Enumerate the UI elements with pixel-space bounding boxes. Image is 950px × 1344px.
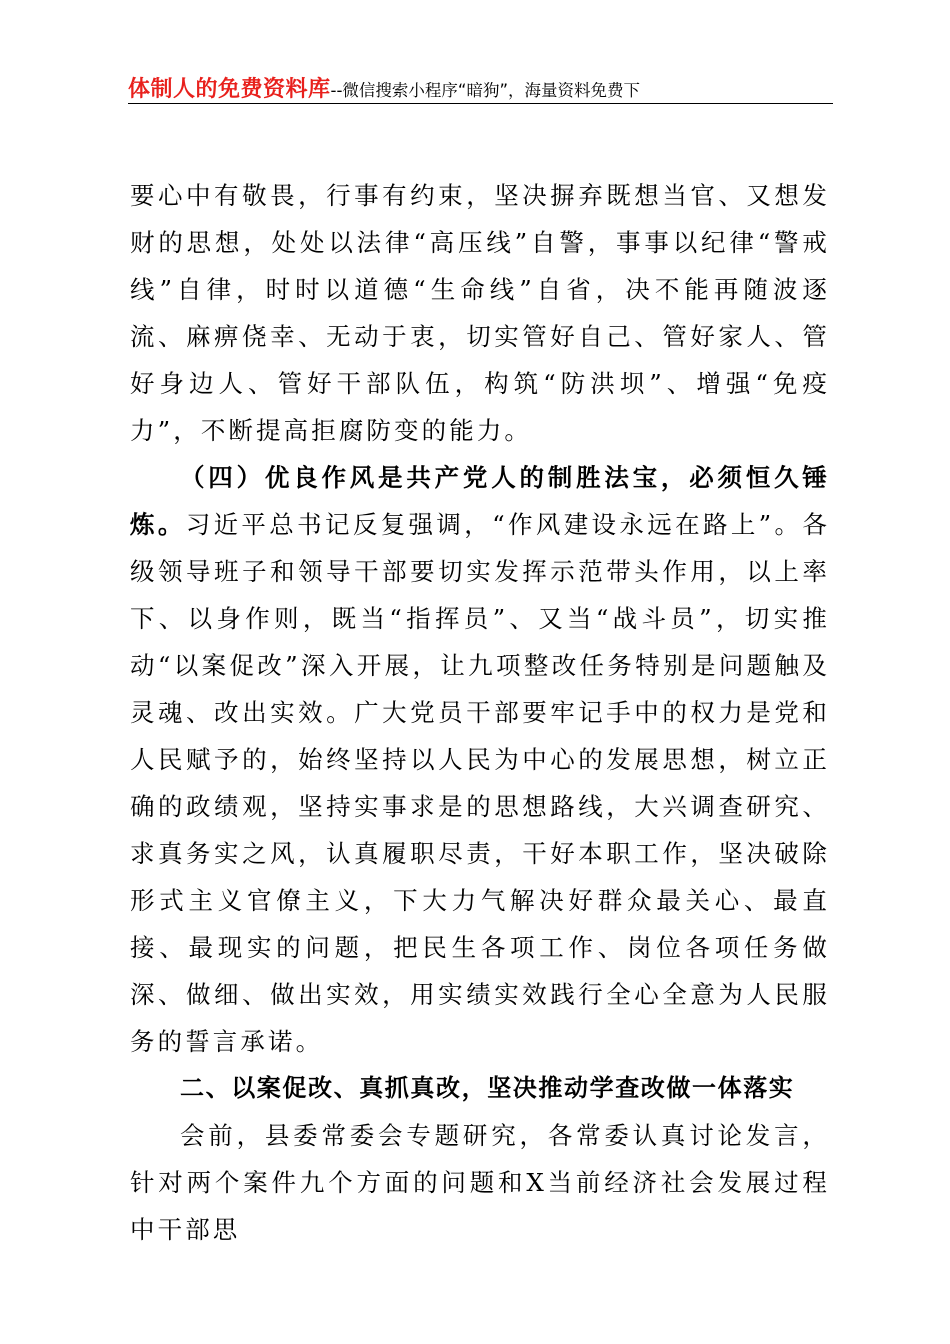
paragraph-2: [130, 454, 830, 1065]
header-brand: 体制人的免费资料库: [128, 77, 331, 102]
paragraph-1: 要心中有敬畏，行事有约束，坚决摒弃既想当官、又想发财的思想，处处以法律“高压线”自警，事事以纪律“警戒线”自律，时时以道德“生命线”自省，决不能再随波逐流、麻痹侥幸、无动于衷，切实管好自己、管好家人、管好身边人、管好干部队伍，构筑“防洪坝”、增强“免疫力”，不断提高拒腐防变的能力。: [130, 181, 830, 445]
header-tagline: --微信搜索小程序“暗狗”，海量资料免费下: [330, 81, 641, 100]
header-divider: [128, 103, 833, 104]
paragraph-2-text: 习近平总书记反复强调，“作风建设永远在路上”。各级领导班子和领导干部要切实发挥示范带头作用，以上率下、以身作则，既当“指挥员”、又当“战斗员”，切实推动“以案促改”深入开展，让九项整改任务特别是问题触及灵魂、改出实效。广大党员干部要牢记手中的权力是党和人民赋予的，始终坚持以人民为中心的发展思想，树立正确的政绩观，坚持实事求是的思想路线，大兴调查研究、求真务实之风，认真履职尽责，干好本职工作，坚决破除形式主义官僚主义，下大力气解决好群众最关心、最直接、最现实的问题，把民生各项工作、岗位各项任务做深、做细、做出实效，用实绩实效践行全心全意为人民服务的誓言承诺。: [130, 510, 831, 1056]
document-body: [130, 172, 830, 1253]
paragraph-3: 会前，县委常委会专题研究，各常委认真讨论发言，针对两个案件九个方面的问题和X当前经济社会发展过程中干部思: [130, 1121, 830, 1244]
section-heading-2: 二、以案促改、真抓真改，坚决推动学查改做一体落实: [180, 1074, 795, 1102]
paragraph-2-lead: （四）优良作风是共产党人的制胜法宝，必须恒久锤炼。: [130, 463, 830, 539]
page-header: [128, 72, 833, 102]
